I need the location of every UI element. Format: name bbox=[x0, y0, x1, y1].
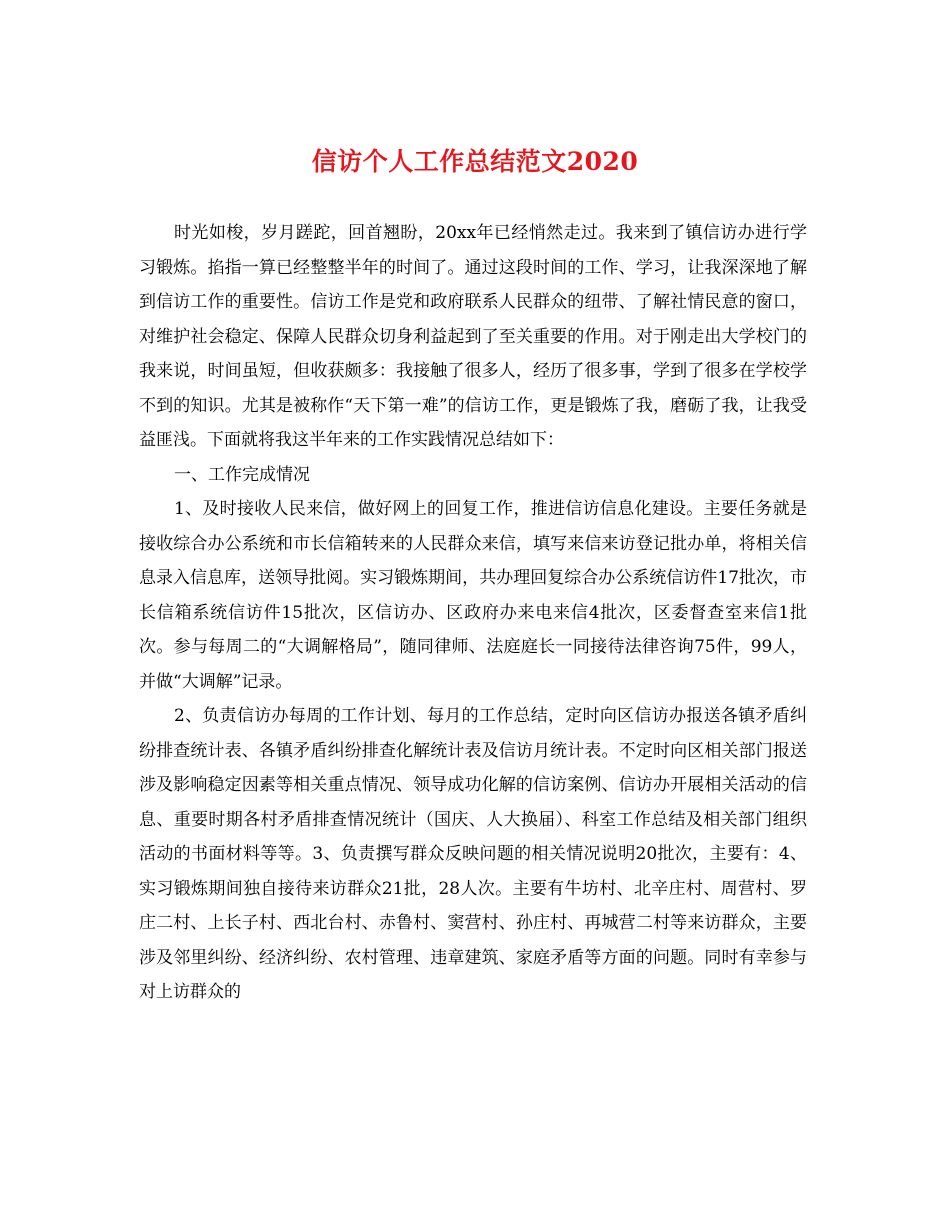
document-body bbox=[139, 216, 807, 1010]
section-heading: 一、工作完成情况 bbox=[174, 464, 310, 485]
paragraph-item-1: 1、及时接收人民来信，做好网上的回复工作，推进信访信息化建设。主要任务就是接收综合办公系统和市长信箱转来的人民群众来信，填写来信来访登记批办单，将相关信息录入信息库，送领导批阅。实习锻炼期间，共办理回复综合办公系统信访件17批次，市长信箱系统信访件15批次，区信访办、区政府办来电来信4批次，区委督查室来信1批次。参与每周二的“大调解格局”，随同律师、法庭庭长一同接待法律咨询75件，99人，并做“大调解”记录。 bbox=[139, 499, 807, 692]
paragraph-intro: 时光如梭，岁月蹉跎，回首翘盼，20xx年已经悄然走过。我来到了镇信访办进行学习锻炼。掐指一算已经整整半年的时间了。通过这段时间的工作、学习，让我深深地了解到信访工作的重要性。信访工作是党和政府联系人民群众的纽带、了解社情民意的窗口，对维护社会稳定、保障人民群众切身利益起到了至关重要的作用。对于刚走出大学校门的我来说，时间虽短，但收获颇多：我接触了很多人，经历了很多事，学到了很多在学校学不到的知识。尤其是被称作“天下第一难”的信访工作，更是锻炼了我，磨砺了我，让我受益匪浅。下面就将我这半年来的工作实践情况总结如下： bbox=[139, 223, 807, 450]
paragraph-item-2: 2、负责信访办每周的工作计划、每月的工作总结，定时向区信访办报送各镇矛盾纠纷排查统计表、各镇矛盾纠纷排查化解统计表及信访月统计表。不定时向区相关部门报送涉及影响稳定因素等相关重点情况、领导成功化解的信访案例、信访办开展相关活动的信息、重要时期各村矛盾排查情况统计（国庆、人大换届）、科室工作总结及相关部门组织活动的书面材料等等。3、负责撰写群众反映问题的相关情况说明20批次，主要有：4、实习锻炼期间独自接待来访群众21批，28人次。主要有牛坊村、北辛庄村、周营村、罗庄二村、上长子村、西北台村、赤鲁村、窦营村、孙庄村、再城营二村等来访群众，主要涉及邻里纠纷、经济纠纷、农村管理、违章建筑、家庭矛盾等方面的问题。同时有幸参与对上访群众的 bbox=[139, 706, 807, 1002]
document-title: 信访个人工作总结范文2020 bbox=[311, 147, 639, 176]
